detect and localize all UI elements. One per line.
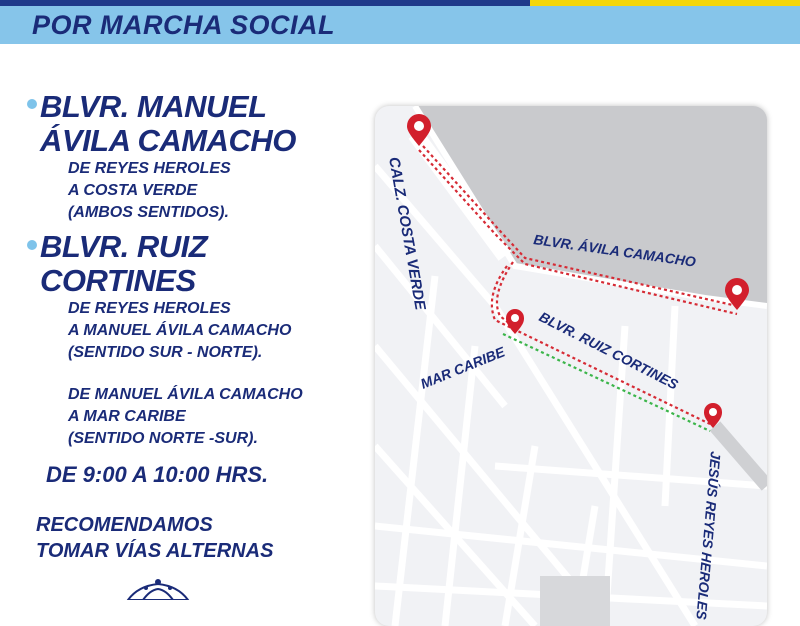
route-title-line: BLVR. RUIZ bbox=[40, 229, 208, 264]
recommendation-line: RECOMENDAMOS bbox=[36, 514, 213, 536]
route-detail-line: A COSTA VERDE bbox=[68, 182, 198, 199]
route-title-line: ÁVILA CAMACHO bbox=[40, 123, 296, 158]
route-title-line: BLVR. MANUEL bbox=[40, 89, 267, 124]
route-title bbox=[40, 230, 207, 298]
street-label-reyes-heroles: JESÚS REYES HEROLES bbox=[693, 450, 724, 621]
route-detail-line: (SENTIDO SUR - NORTE). bbox=[68, 344, 263, 361]
route-detail-line: DE MANUEL ÁVILA CAMACHO bbox=[68, 386, 303, 403]
route-detail-line: DE REYES HEROLES bbox=[68, 160, 231, 177]
route-title-line: CORTINES bbox=[40, 263, 196, 298]
recommendation-text bbox=[36, 512, 273, 564]
street-label-mar-caribe: MAR CARIBE bbox=[418, 343, 508, 392]
street-label-costa-verde: CALZ. COSTA VERDE bbox=[385, 155, 429, 312]
bullet-icon bbox=[27, 240, 37, 250]
schedule-text: DE 9:00 A 10:00 HRS. bbox=[46, 462, 269, 487]
street-label-avila-camacho: BLVR. ÁVILA CAMACHO bbox=[532, 231, 697, 270]
route-detail-line: A MANUEL ÁVILA CAMACHO bbox=[68, 322, 292, 339]
route-detail-line: (AMBOS SENTIDOS). bbox=[68, 204, 229, 221]
route-title bbox=[40, 90, 296, 158]
bullet-icon bbox=[27, 99, 37, 109]
route-detail-line: A MAR CARIBE bbox=[68, 408, 186, 425]
route-details bbox=[68, 158, 231, 224]
street-label-ruiz-cortines: BLVR. RUIZ CORTINES bbox=[536, 308, 681, 393]
page-title: POR MARCHA SOCIAL bbox=[32, 10, 335, 40]
route-details bbox=[68, 298, 303, 450]
route-detail-line: DE REYES HEROLES bbox=[68, 300, 231, 317]
route-detail-line: (SENTIDO NORTE -SUR). bbox=[68, 430, 258, 447]
recommendation-line: TOMAR VÍAS ALTERNAS bbox=[36, 540, 274, 562]
header-banner bbox=[0, 6, 800, 44]
route-detail-line bbox=[68, 364, 303, 384]
emblem-icon bbox=[118, 578, 198, 600]
route-map[interactable] bbox=[375, 106, 767, 626]
